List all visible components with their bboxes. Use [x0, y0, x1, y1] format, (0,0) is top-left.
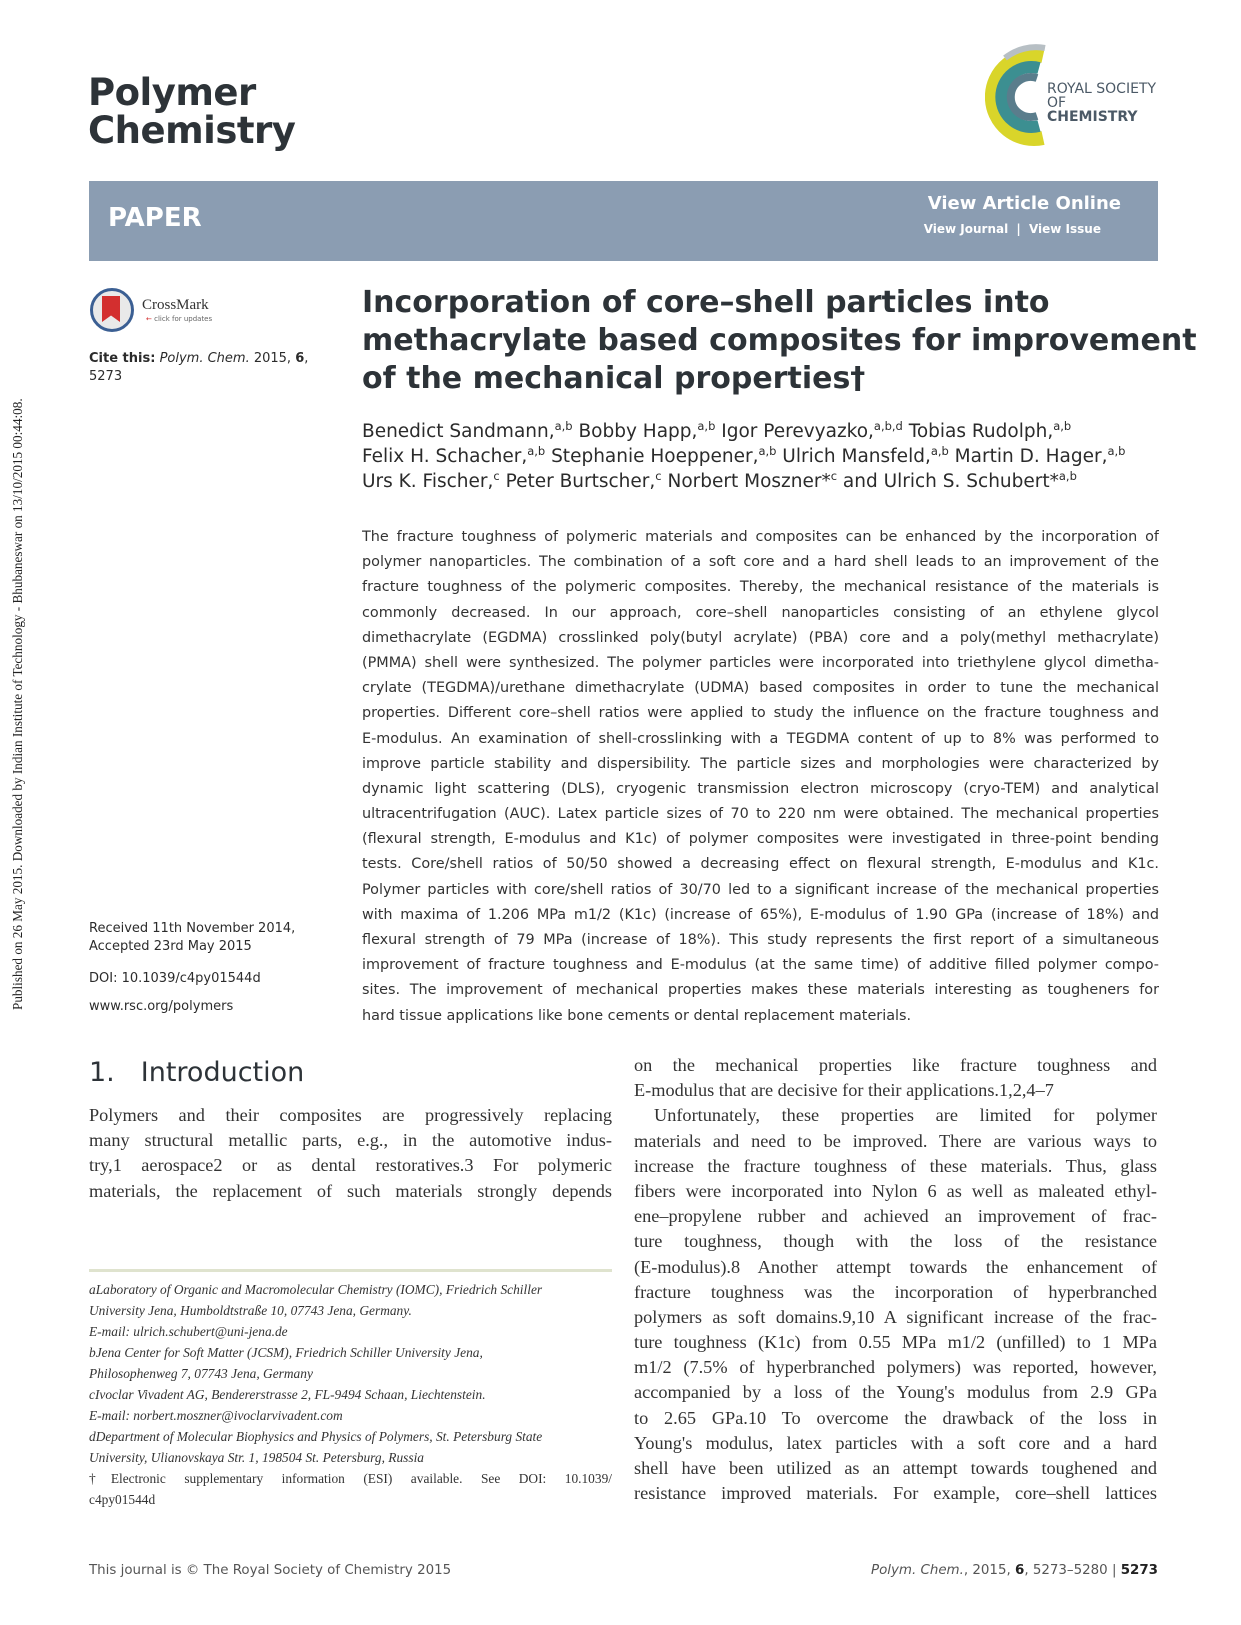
email-link[interactable]: E-mail: ulrich.schubert@uni-jena.de — [89, 1324, 288, 1339]
text-line: materials, the replacement of such materials strongly depends — [89, 1180, 612, 1201]
section-label: PAPER — [108, 203, 202, 233]
abstract-line: E-modulus. An examination of shell-crosslinking with a TEGDMA content of up to 8% was performed to — [362, 730, 1159, 747]
text-line: fracture toughness was the incorporation of hyperbranched — [634, 1281, 1157, 1302]
text-line: Polymers and their composites are progressively replacing — [89, 1105, 612, 1125]
abstract-line: polymer nanoparticles. The combination of a soft core and a hard shell leads to an improvement of the — [362, 554, 1159, 571]
abstract-line: properties. Different core–shell ratios were applied to study the influence on the fracture toughness and — [362, 705, 1159, 722]
abstract-line: (PMMA) shell were synthesized. The polymer particles were incorporated into triethylene glycol dimetha- — [362, 654, 1159, 671]
text-line: fibers were incorporated into Nylon 6 as well as maleated ethyl- — [634, 1180, 1157, 1201]
crossmark-button[interactable]: CrossMark ← click for updates — [90, 288, 230, 338]
section-heading-introduction: 1. Introduction — [89, 1057, 305, 1088]
author-list — [362, 419, 1125, 494]
abstract-line: improvement of fracture toughness and E-modulus (at the same time) of additive filled polymer compo- — [362, 957, 1159, 974]
text-line: E-modulus that are decisive for their applications.1,2,4–7 — [634, 1080, 1054, 1101]
text-line: resistance improved materials. For example, core–shell lattices — [634, 1483, 1157, 1504]
text-line: accompanied by a loss of the Young's modulus from 2.9 GPa — [634, 1382, 1157, 1403]
footnote-line: University Jena, Humboldtstraße 10, 07743 Jena, Germany. — [89, 1303, 412, 1318]
affiliations — [89, 1279, 612, 1510]
author-line: Felix H. Schacher,$^{a,b}$ Stephanie Hoeppener,$^{a,b}$ Ulrich Mansfeld,$^{a,b}$ Martin D. Hager,$^{a,b}$ — [362, 443, 1126, 467]
rsc-emblem-icon — [985, 42, 1049, 152]
abstract-line: ultracentrifugation (AUC). Latex particle sizes of 70 to 220 nm were obtained. The mechanical properties — [362, 806, 1159, 823]
article-dates: Received 11th November 2014, Accepted 23rd May 2015 — [89, 921, 296, 954]
text-line: increase the fracture toughness of these materials. Thus, glass — [634, 1155, 1157, 1176]
text-line: try,1 aerospace2 or as dental restoratives.3 For polymeric — [89, 1155, 612, 1176]
abstract-line: Polymer particles with core/shell ratios of 30/70 led to a significant increase of the mechanical properties — [362, 881, 1159, 898]
footnote-line: University, Ulianovskaya Str. 1, 198504 St. Petersburg, Russia — [89, 1450, 424, 1465]
abstract — [362, 525, 1159, 1029]
text-line: Unfortunately, these properties are limited for polymer — [654, 1105, 1157, 1126]
abstract-line: improve particle stability and dispersibility. The particle sizes and morphologies were characterized by — [362, 755, 1159, 772]
text-line: on the mechanical properties like fracture toughness and — [634, 1055, 1157, 1075]
abstract-line: sites. The improvement of mechanical properties makes these materials interesting as tougheners for — [362, 982, 1159, 999]
text-line: many structural metallic parts, e.g., in the automotive indus- — [89, 1130, 612, 1151]
abstract-line: dimethacrylate (EGDMA) crosslinked poly(butyl acrylate) (PBA) core and a poly(methyl methacrylate) — [362, 629, 1159, 646]
abstract-line: tests. Core/shell ratios of 50/50 showed a decreasing effect on flexural strength, E-modulus and K1c. — [362, 856, 1159, 873]
author-line: Urs K. Fischer,$^c$ Peter Burtscher,$^c$ Norbert Moszner*$^c$ and Ulrich S. Schubert*$^{a,b}$ — [362, 468, 1077, 492]
copyright-footer: This journal is © The Royal Society of Chemistry 2015 — [89, 1563, 452, 1578]
view-links: View Journal | View Issue — [923, 222, 1101, 236]
footnote-line: aLaboratory of Organic and Macromolecular Chemistry (IOMC), Friedrich Schiller — [89, 1282, 543, 1297]
text-line: m1/2 (7.5% of hyperbranched polymers) was reported, however, — [634, 1357, 1157, 1378]
abstract-line: crylate (TEGDMA)/urethane dimethacrylate (UDMA) based composites in order to tune the mechanical — [362, 680, 1159, 697]
page-footer: Polym. Chem., 2015, 6, 5273–5280 | 5273 — [871, 1563, 1158, 1578]
footnote-line: dDepartment of Molecular Biophysics and Physics of Polymers, St. Petersburg State — [89, 1429, 543, 1444]
rsc-logo-text: ROYAL SOCIETY OF CHEMISTRY — [1047, 81, 1157, 125]
download-notice: Published on 26 May 2015. Downloaded by Indian Institute of Technology - Bhubaneswar on 13/10/2015 00:44:08. — [10, 398, 25, 1010]
text-line: to 2.65 GPa.10 To overcome the drawback of the loss in — [634, 1407, 1157, 1428]
text-line: materials and need to be improved. There are various ways to — [634, 1130, 1157, 1151]
footnote-line: cIvoclar Vivadent AG, Bendererstrasse 2, FL-9494 Schaan, Liechtenstein. — [89, 1387, 486, 1402]
author-line: Benedict Sandmann,$^{a,b}$ Bobby Happ,$^{a,b}$ Igor Perevyazko,$^{a,b,d}$ Tobias Rudolph,$^{a,b}$ — [362, 418, 1072, 442]
footnote-line: bJena Center for Soft Matter (JCSM), Friedrich Schiller University Jena, — [89, 1345, 483, 1360]
article-title: Incorporation of core–shell particles into methacrylate based composites for improvement of the mechanical properties† — [362, 285, 1197, 396]
abstract-line: dynamic light scattering (DLS), cryogenic transmission electron microscopy (cryo-TEM) and analytical — [362, 780, 1159, 797]
text-line: ture toughness (K1c) from 0.55 MPa m1/2 (unfilled) to 1 MPa — [634, 1332, 1157, 1353]
view-article-online-link[interactable]: View Article Online — [927, 193, 1121, 214]
text-line: Young's modulus, latex particles with a soft core and a hard — [634, 1432, 1157, 1453]
esi-doi: c4py01544d — [89, 1492, 156, 1507]
footnote-line: Philosophenweg 7, 07743 Jena, Germany — [89, 1366, 313, 1381]
article-banner — [89, 181, 1158, 261]
footnote-divider — [89, 1269, 612, 1272]
abstract-line: commonly decreased. In our approach, core–shell nanoparticles consisting of an ethylene glycol — [362, 604, 1159, 621]
doi[interactable]: DOI: 10.1039/c4py01544d — [89, 971, 261, 986]
text-line: ture toughness, though with the loss of the resistance — [634, 1231, 1157, 1252]
email-link[interactable]: E-mail: norbert.moszner@ivoclarvivadent.com — [89, 1408, 343, 1423]
abstract-line: The fracture toughness of polymeric materials and composites can be enhanced by the incorporation of — [362, 529, 1159, 545]
journal-name[interactable]: Polymer Chemistry — [88, 71, 296, 152]
abstract-line: fracture toughness of the polymeric composites. Thereby, the mechanical resistance of the materials is — [362, 579, 1159, 596]
view-issue-link[interactable]: View Issue — [1028, 222, 1101, 236]
abstract-line: hard tissue applications like bone cements or dental replacement materials. — [362, 1007, 912, 1024]
text-line: (E-modulus).8 Another attempt towards the enhancement of — [634, 1256, 1157, 1277]
text-line: polymers as soft domains.9,10 A significant increase of the frac- — [634, 1306, 1157, 1327]
left-column-text — [89, 1103, 612, 1204]
text-line: ene–propylene rubber and achieved an improvement of frac- — [634, 1206, 1157, 1227]
esi-note: †Electronic supplementary information (ESI) available. See DOI: 10.1039/ — [89, 1471, 612, 1486]
abstract-line: flexural strength of 79 MPa (increase of 18%). This study represents the first report of a simultaneous — [362, 932, 1159, 948]
rsc-logo[interactable] — [985, 42, 1160, 152]
citation: Cite this: Polym. Chem. 2015, 6, 5273 — [89, 351, 309, 384]
abstract-line: (flexural strength, E-modulus and K1c) of polymer composites were investigated in three-point bending — [362, 831, 1159, 848]
view-journal-link[interactable]: View Journal — [923, 222, 1009, 236]
right-column-text — [634, 1053, 1157, 1506]
page-number: 5273 — [1120, 1563, 1158, 1578]
journal-website-link[interactable]: www.rsc.org/polymers — [89, 999, 234, 1014]
abstract-line: with maxima of 1.206 MPa m1/2 (K1c) (increase of 65%), E-modulus of 1.90 GPa (increase of 18%) and — [362, 906, 1159, 923]
text-line: shell have been utilized as an attempt towards toughened and — [634, 1458, 1157, 1478]
